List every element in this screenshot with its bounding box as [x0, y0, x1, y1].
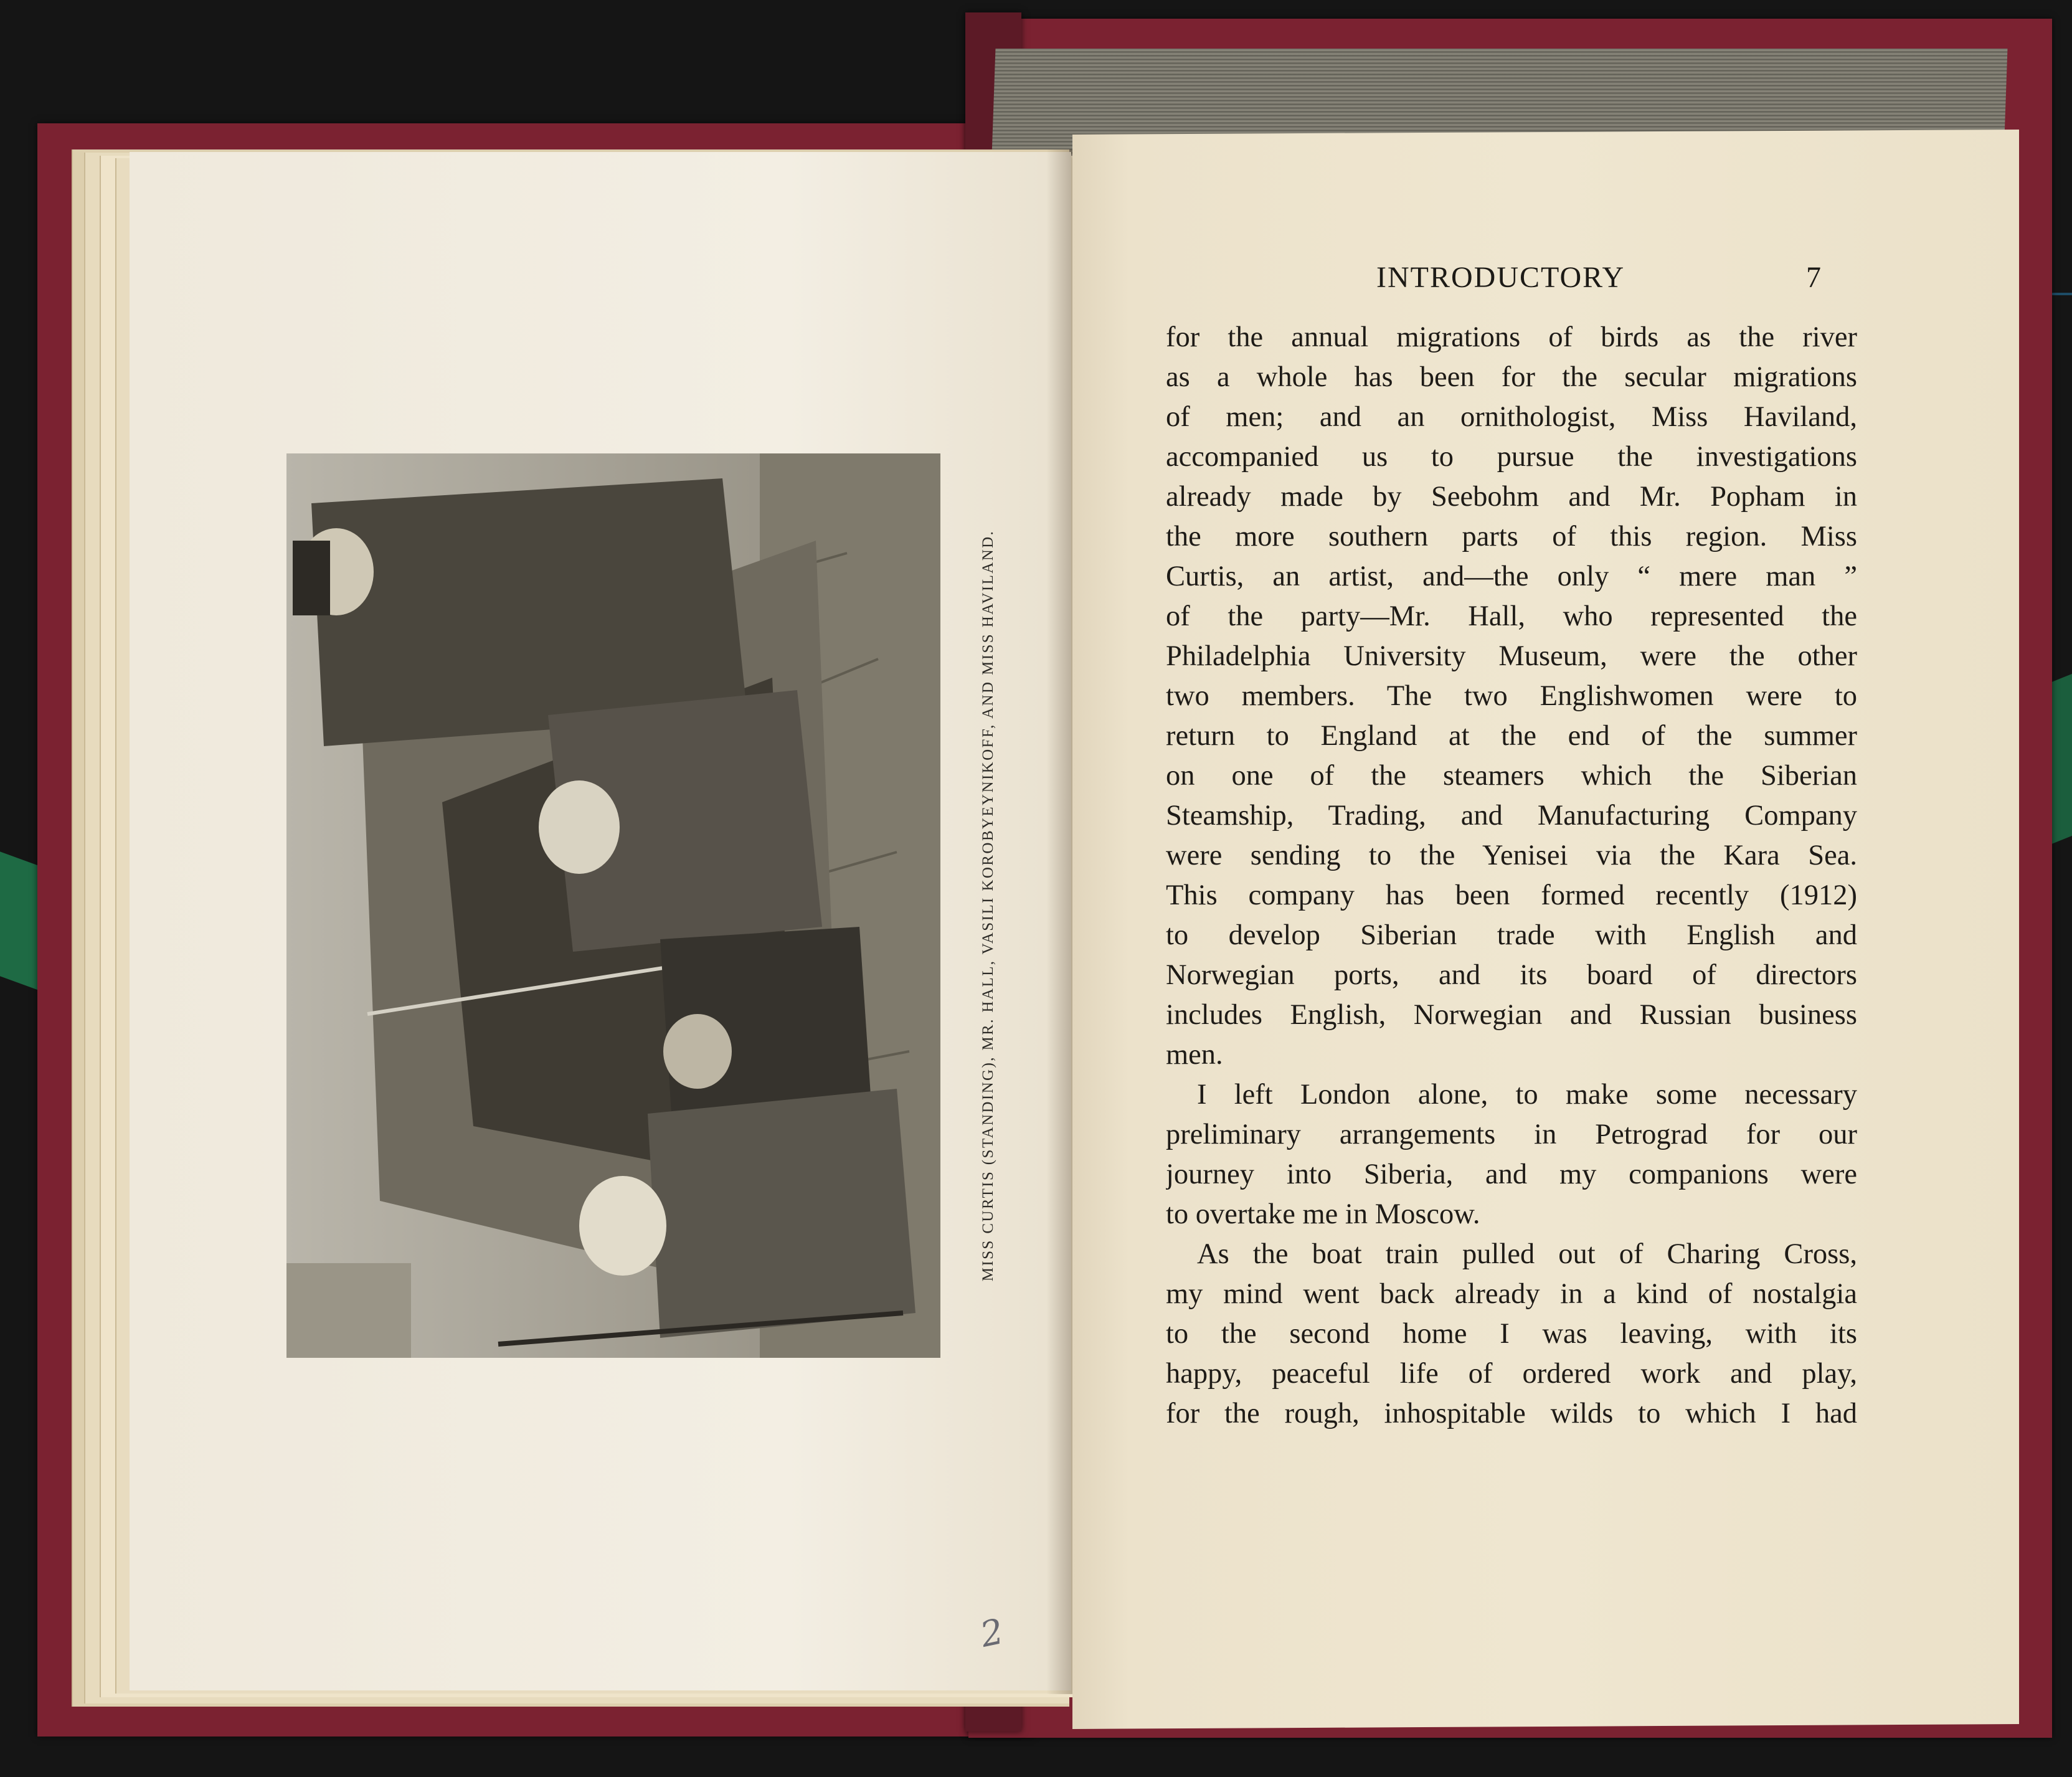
text-line: Curtis, an artist, and—the only “ mere man ” — [1166, 561, 1857, 592]
text-line: Philadelphia University Museum, were the other — [1166, 640, 1857, 672]
pencil-annotation: 2 — [977, 1611, 1008, 1656]
text-line: for the annual migrations of birds as the river — [1166, 321, 1857, 353]
photo-caption-area — [959, 453, 996, 1358]
paragraph-2 — [1166, 1075, 1857, 1234]
text-line: happy, peaceful life of ordered work and play, — [1166, 1358, 1857, 1390]
photograph-illustration — [286, 453, 940, 1358]
running-head: INTRODUCTORY — [1376, 261, 1625, 294]
text-line: two members. The two Englishwomen were to — [1166, 680, 1857, 712]
text-line: men. — [1166, 1039, 1223, 1071]
text-line: I left London alone, to make some necessary — [1197, 1079, 1857, 1111]
text-line: my mind went back already in a kind of nostalgia — [1166, 1278, 1857, 1310]
text-line: to develop Siberian trade with English and — [1166, 919, 1857, 951]
text-line: of men; and an ornithologist, Miss Haviland, — [1166, 401, 1857, 433]
photo-caption: MISS CURTIS (STANDING), MR. HALL, VASILI KOROBYEYNIKOFF, AND MISS HAVILAND. — [980, 529, 996, 1282]
text-line: This company has been formed recently (1912) — [1166, 879, 1857, 911]
text-line: preliminary arrangements in Petrograd for our — [1166, 1119, 1857, 1150]
page-number: 7 — [1806, 261, 1821, 294]
paragraph-1 — [1166, 318, 1857, 1075]
text-line: to the second home I was leaving, with its — [1166, 1318, 1857, 1350]
expedition-photograph — [286, 453, 940, 1358]
text-line: Norwegian ports, and its board of directors — [1166, 959, 1857, 991]
text-line: of the party—Mr. Hall, who represented the — [1166, 600, 1857, 632]
text-line: Steamship, Trading, and Manufacturing Company — [1166, 800, 1857, 832]
text-line: to overtake me in Moscow. — [1166, 1198, 1480, 1230]
text-line: journey into Siberia, and my companions were — [1166, 1159, 1857, 1190]
text-line: the more southern parts of this region. Miss — [1166, 521, 1857, 552]
text-line: for the rough, inhospitable wilds to which I had — [1166, 1398, 1857, 1429]
text-line: on one of the steamers which the Siberian — [1166, 760, 1857, 792]
text-line: return to England at the end of the summer — [1166, 720, 1857, 752]
text-line: as a whole has been for the secular migrations — [1166, 361, 1857, 393]
text-line: accompanied us to pursue the investigations — [1166, 441, 1857, 473]
text-line: includes English, Norwegian and Russian business — [1166, 999, 1857, 1031]
text-line: As the boat train pulled out of Charing Cross, — [1197, 1238, 1857, 1270]
text-line: already made by Seebohm and Mr. Popham in — [1166, 481, 1857, 513]
paragraph-3 — [1166, 1234, 1857, 1434]
text-line: were sending to the Yenisei via the Kara Sea. — [1166, 840, 1857, 871]
body-text — [1166, 318, 1857, 1434]
